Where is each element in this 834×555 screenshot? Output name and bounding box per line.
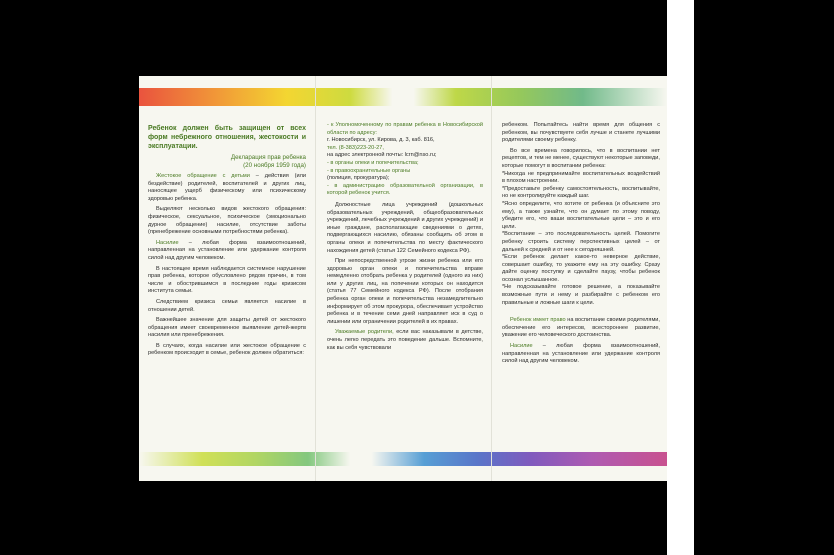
rule-item: *Не подсказывайте готовое решение, а показывайте возможные пути и нему и разбирайте с ребенком его правильные и ложные шаги к цели. [502,284,660,306]
declaration-line: Декларация прав ребенка [230,154,306,161]
paragraph-text: – действия (или бездействие) родителей, воспитателей и других лиц, наносящее ущерб физическому или психическому здоровью ребенка. [148,173,306,202]
paragraph: Выделяют несколько видов жестокого обращения: физическое, сексуальное, психическое (эмоционально дурное обращение) насилие, отсутствие заботы (пренебрежение основными потребностями ребенка). [148,206,306,236]
fold-line [315,76,316,481]
paragraph: В настоящее время наблюдается системное нарушение прав ребенка, которое обусловлено рядом причин, в том числе и обострившимся в последние годы кризисом института семьи. [148,265,306,295]
paragraph [502,343,660,366]
brochure-page [139,76,667,481]
contact-email: на адрес электронной почты: lcrn@nso.ru; [327,152,437,159]
column-middle [327,122,483,355]
rule-item: *Воспитание – это последовательность целей. Помогите ребенку строить систему перспективных целей – от дальней к средней и от нее к сегодняшней. [502,231,660,253]
contact-address: г. Новосибирск, ул. Кирова, д. 3, каб. 816, [327,137,435,144]
paragraph-text: – любая форма взаимоотношений, направленная на установление или удержание контроля силой над другим человеком. [502,343,660,365]
paragraph [148,240,306,263]
paragraph [327,329,483,352]
rule-item: *Если ребенок делает какое-то неверное действие, совершает ошибку, то укажите ему на эту ошибку. Сразу дайте оценку поступку и сделайте паузу, чтобы ребенок осознал услышанное. [502,254,660,283]
paragraph: Важнейшее значение для защиты детей от жестокого обращения имеет своевременное выявление детей-жертв насилия или пренебрежения. [148,317,306,339]
paragraph-text: на воспитание своими родителями, обеспечение его интересов, всестороннее развитие, уважение его человеческого достоинства. [502,317,660,339]
contact-line: - к Уполномоченному по правам ребенка в Новосибирской области по адресу: [327,122,483,136]
term-highlight: Жестокое обращение с детьми [156,173,250,179]
column-right [502,122,660,369]
contact-line: - в администрацию образовательной организации, в которой ребенок учится. [327,182,483,197]
paragraph: Во все времена говорилось, что в воспитании нет рецептов, и тем не менее, существуют некоторые заповеди, которые помогут в воспитании ребенка: [502,147,660,169]
rule-item: *Предоставьте ребенку самостоятельность, воспитывайте, но не контролируйте каждый шаг. [502,185,660,200]
rainbow-stripe-top [139,88,667,106]
contact-line: - в органы опеки и попечительства; [327,159,419,166]
contact-line: (полиция, прокуратура); [327,175,390,182]
contact-line: - в правоохранительные органы [327,167,411,174]
paragraph: В случаях, когда насилие или жестокое обращение с ребенком происходит в семье, ребенок должен обратиться: [148,342,306,357]
rainbow-stripe-bottom [139,452,667,466]
document-title: Ребенок должен быть защищен от всех форм небрежного отношения, жестокости и эксплуатации. [148,125,306,150]
paragraph: Должностные лица учреждений (дошкольных образовательных учреждений, общеобразовательных учреждений, лечебных учреждений и других учреждений) и иные граждане, располагающие сведениями о детях, подвергающихся насилию, обязаны сообщить об этом в органы опеки и попечительства по месту фактического нахождения детей (статья 122 Семейного кодекса РФ). [327,201,483,254]
paragraph [502,317,660,340]
paragraph: ребенком. Попытайтесь найти время для общения с ребенком, вы почувствуете себя лучше и станете лучшими родителями своему ребенку. [502,122,660,144]
declaration-date: (20 ноября 1959 года) [243,162,306,169]
paragraph-text: если вас наказывали в детстве, очень легко передать это поведение дальше. Вспомните, как вы себя чувствовали [327,329,483,351]
paragraph [148,173,306,203]
term-highlight: Ребенок имеет право [510,317,566,324]
rule-item: *Ясно определите, что хотите от ребенка (и объясните это ему), а также узнайте, что он думает по этому поводу, убедите его, что ваши воспитательные цели – это и его цели. [502,200,660,230]
scan-edge [667,0,694,555]
fold-line [491,76,492,481]
rule-item: *Никогда не предпринимайте воспитательных воздействий в плохом настроении. [502,170,660,185]
term-highlight: Насилие [510,343,533,350]
contact-phone: тел. (8-383)223-20-27, [327,144,384,151]
term-highlight: Уважаемые родители, [335,329,394,336]
paragraph-text: – любая форма взаимоотношений, направленная на установление или удержание контроля силой над другим человеком. [148,239,306,261]
paragraph: При непосредственной угрозе жизни ребенка или его здоровью орган опеки и попечительства вправе немедленно отобрать ребенка у родителей (одного из них) или у других лиц, на попечении которых он находится (статья 77 Семейного кодекса РФ). После отобрания ребенка орган опеки и попечительства незамедлительно информирует об этом прокурора, обеспечивает устройство ребенка и в течение семи дней направляет иск в суд о лишении или ограничении родителей в их правах. [327,258,483,325]
column-left [148,124,306,361]
term-highlight: Насилие [156,239,179,246]
paragraph: Следствием кризиса семьи является насилие в отношении детей. [148,298,306,313]
